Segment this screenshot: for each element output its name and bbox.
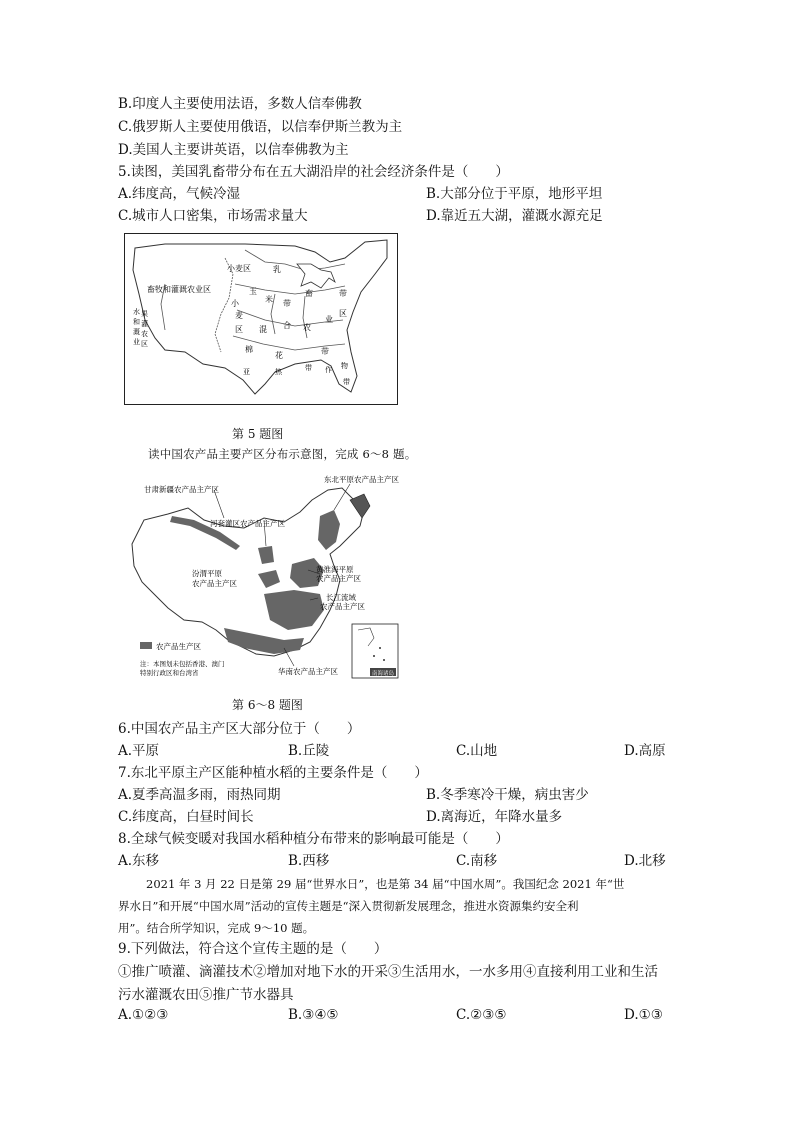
label-sub-5: 物 [341, 362, 348, 370]
q4-option-c: C.俄罗斯人主要使用俄语，以信奉伊斯兰教为主 [118, 119, 403, 135]
q9-option-d: D.①③ [624, 1007, 663, 1023]
label-corn-1: 玉 [249, 287, 257, 296]
label-wheat-small: 小麦区 [227, 264, 251, 273]
label-sub-3: 带 [305, 364, 312, 372]
q5-option-b: B.大部分位于平原，地形平坦 [426, 186, 603, 202]
q9-option-c: C.②③⑤ [456, 1007, 507, 1023]
q7-option-b: B.冬季寒冷干燥，病虫害少 [426, 787, 589, 803]
map-note-1: 注：本图划未包括香港、澳门 [140, 660, 225, 668]
china-map-caption: 第 6～8 题图 [232, 698, 303, 712]
label-fruit-8: 区 [141, 340, 148, 348]
q8-option-a: A.东移 [118, 853, 160, 869]
q5-option-d: D.靠近五大湖，灌溉水源充足 [426, 208, 603, 224]
label-sub-2: 热 [275, 368, 282, 376]
label-mixed-4: 业 [325, 315, 333, 324]
label-northeast: 东北平原农产品主产区 [324, 475, 399, 484]
label-fruit-1: 水 [133, 308, 140, 316]
q7-option-c: C.纬度高，白昼时间长 [118, 809, 254, 825]
label-fruit-6: 农 [141, 330, 148, 338]
label-mixed-5: 区 [339, 309, 347, 318]
label-dairy-3: 带 [339, 289, 347, 298]
label-fruit-4: 灌 [141, 320, 148, 328]
label-ranch: 畜牧和灌溉农业区 [147, 285, 211, 294]
label-mixed-1: 混 [259, 325, 267, 334]
q8-option-b: B.西移 [288, 853, 330, 869]
passage-9-10 [118, 873, 678, 939]
q9-items-line-1: ①推广喷灌、滴灌技术②增加对地下水的开采③生活用水，一水多用④直接利用工业和生活 [118, 964, 658, 980]
passage-line-2: 界水日”和开展“中国水周”活动的宣传主题是“深入贯彻新发展理念，推进水资源集约安全利 [118, 899, 579, 913]
us-map-drawing [125, 234, 397, 404]
label-corn-2: 米 [265, 295, 273, 304]
map-note-2: 特别行政区和台湾省 [140, 669, 199, 677]
label-mixed-2: 合 [283, 321, 291, 330]
q5-stem: 5.读图，美国乳畜带分布在五大湖沿岸的社会经济条件是（ ） [118, 164, 509, 180]
label-wheat-2: 麦 [235, 311, 243, 320]
q6-option-c: C.山地 [456, 743, 498, 759]
label-cotton-1: 棉 [245, 345, 253, 354]
label-yangtze-1: 长江流域 [326, 593, 356, 602]
label-dairy-2: 畜 [305, 289, 313, 298]
label-sub-1: 亚 [243, 368, 250, 376]
legend-swatch [140, 642, 152, 649]
great-lakes [297, 264, 335, 288]
q9-items-line-2: 污水灌溉农田⑤推广节水器具 [118, 987, 294, 1003]
q7-option-d: D.离海近，年降水量多 [426, 809, 563, 825]
label-fruit-3: 和 [133, 318, 140, 326]
label-yangtze-2: 农产品主产区 [320, 602, 365, 611]
label-corn-3: 带 [283, 299, 291, 308]
label-fenwei-1: 汾渭平原 [192, 569, 222, 578]
label-hetao: 河套灌区农产品主产区 [210, 519, 285, 528]
q8-stem: 8.全球气候变暖对我国水稻种植分布带来的影响最可能是（ ） [118, 831, 509, 847]
q6-option-b: B.丘陵 [288, 743, 330, 759]
label-fenwei-2: 农产品主产区 [192, 579, 237, 588]
q6-option-a: A.平原 [118, 743, 160, 759]
q9-option-a: A.①②③ [118, 1007, 169, 1023]
china-map-drawing [124, 470, 404, 680]
china-agriculture-map [124, 470, 404, 680]
us-map-caption: 第 5 题图 [232, 427, 284, 441]
q8-option-c: C.南移 [456, 853, 498, 869]
q4-option-d: D.美国人主要讲英语，以信奉佛教为主 [118, 142, 349, 158]
q5-option-c: C.城市人口密集，市场需求量大 [118, 208, 308, 224]
us-outline [133, 240, 387, 394]
q9-option-b: B.③④⑤ [288, 1007, 339, 1023]
inset-label: 南海诸岛 [372, 671, 395, 677]
passage-line-3: 用”。结合所学知识，完成 9～10 题。 [118, 921, 315, 935]
label-fruit-7: 业 [133, 338, 140, 346]
label-gansu-xinjiang: 甘肃新疆农产品主产区 [144, 485, 219, 494]
label-huanghuaihai-2: 农产品主产区 [316, 574, 361, 583]
label-huanghuaihai-1: 黄淮海平原 [316, 565, 354, 574]
q8-option-d: D.北移 [624, 853, 666, 869]
label-south: 华南农产品主产区 [278, 667, 338, 676]
label-wheat-1: 小 [231, 299, 239, 308]
q9-stem: 9.下列做法，符合这个宣传主题的是（ ） [118, 941, 388, 957]
q7-stem: 7.东北平原主产区能种植水稻的主要条件是（ ） [118, 765, 428, 781]
intro-6-8: 读中国农产品主要产区分布示意图，完成 6～8 题。 [148, 447, 417, 461]
label-cotton-3: 带 [321, 347, 329, 356]
q4-option-b: B.印度人主要使用法语，多数人信奉佛教 [118, 96, 362, 112]
label-sub-4: 作 [325, 366, 332, 374]
label-fruit-5: 溉 [133, 328, 140, 336]
passage-line-1: 2021 年 3 月 22 日是第 29 届“世界水日”，也是第 34 届“中国水周”。我国纪念 2021 年“世 [146, 877, 625, 891]
label-mixed-3: 农 [303, 323, 311, 332]
label-dairy-1: 乳 [273, 265, 281, 274]
q5-option-a: A.纬度高，气候冷湿 [118, 186, 241, 202]
q6-option-d: D.高原 [624, 743, 666, 759]
legend-label: 农产品生产区 [156, 642, 201, 651]
label-fruit-2: 果 [141, 310, 148, 318]
q7-option-a: A.夏季高温多雨，雨热同期 [118, 787, 281, 803]
q6-stem: 6.中国农产品主产区大部分位于（ ） [118, 721, 361, 737]
us-agriculture-map [124, 233, 398, 405]
label-wheat-3: 区 [235, 325, 243, 334]
label-cotton-2: 花 [275, 351, 283, 360]
label-sub-6: 带 [343, 378, 350, 386]
